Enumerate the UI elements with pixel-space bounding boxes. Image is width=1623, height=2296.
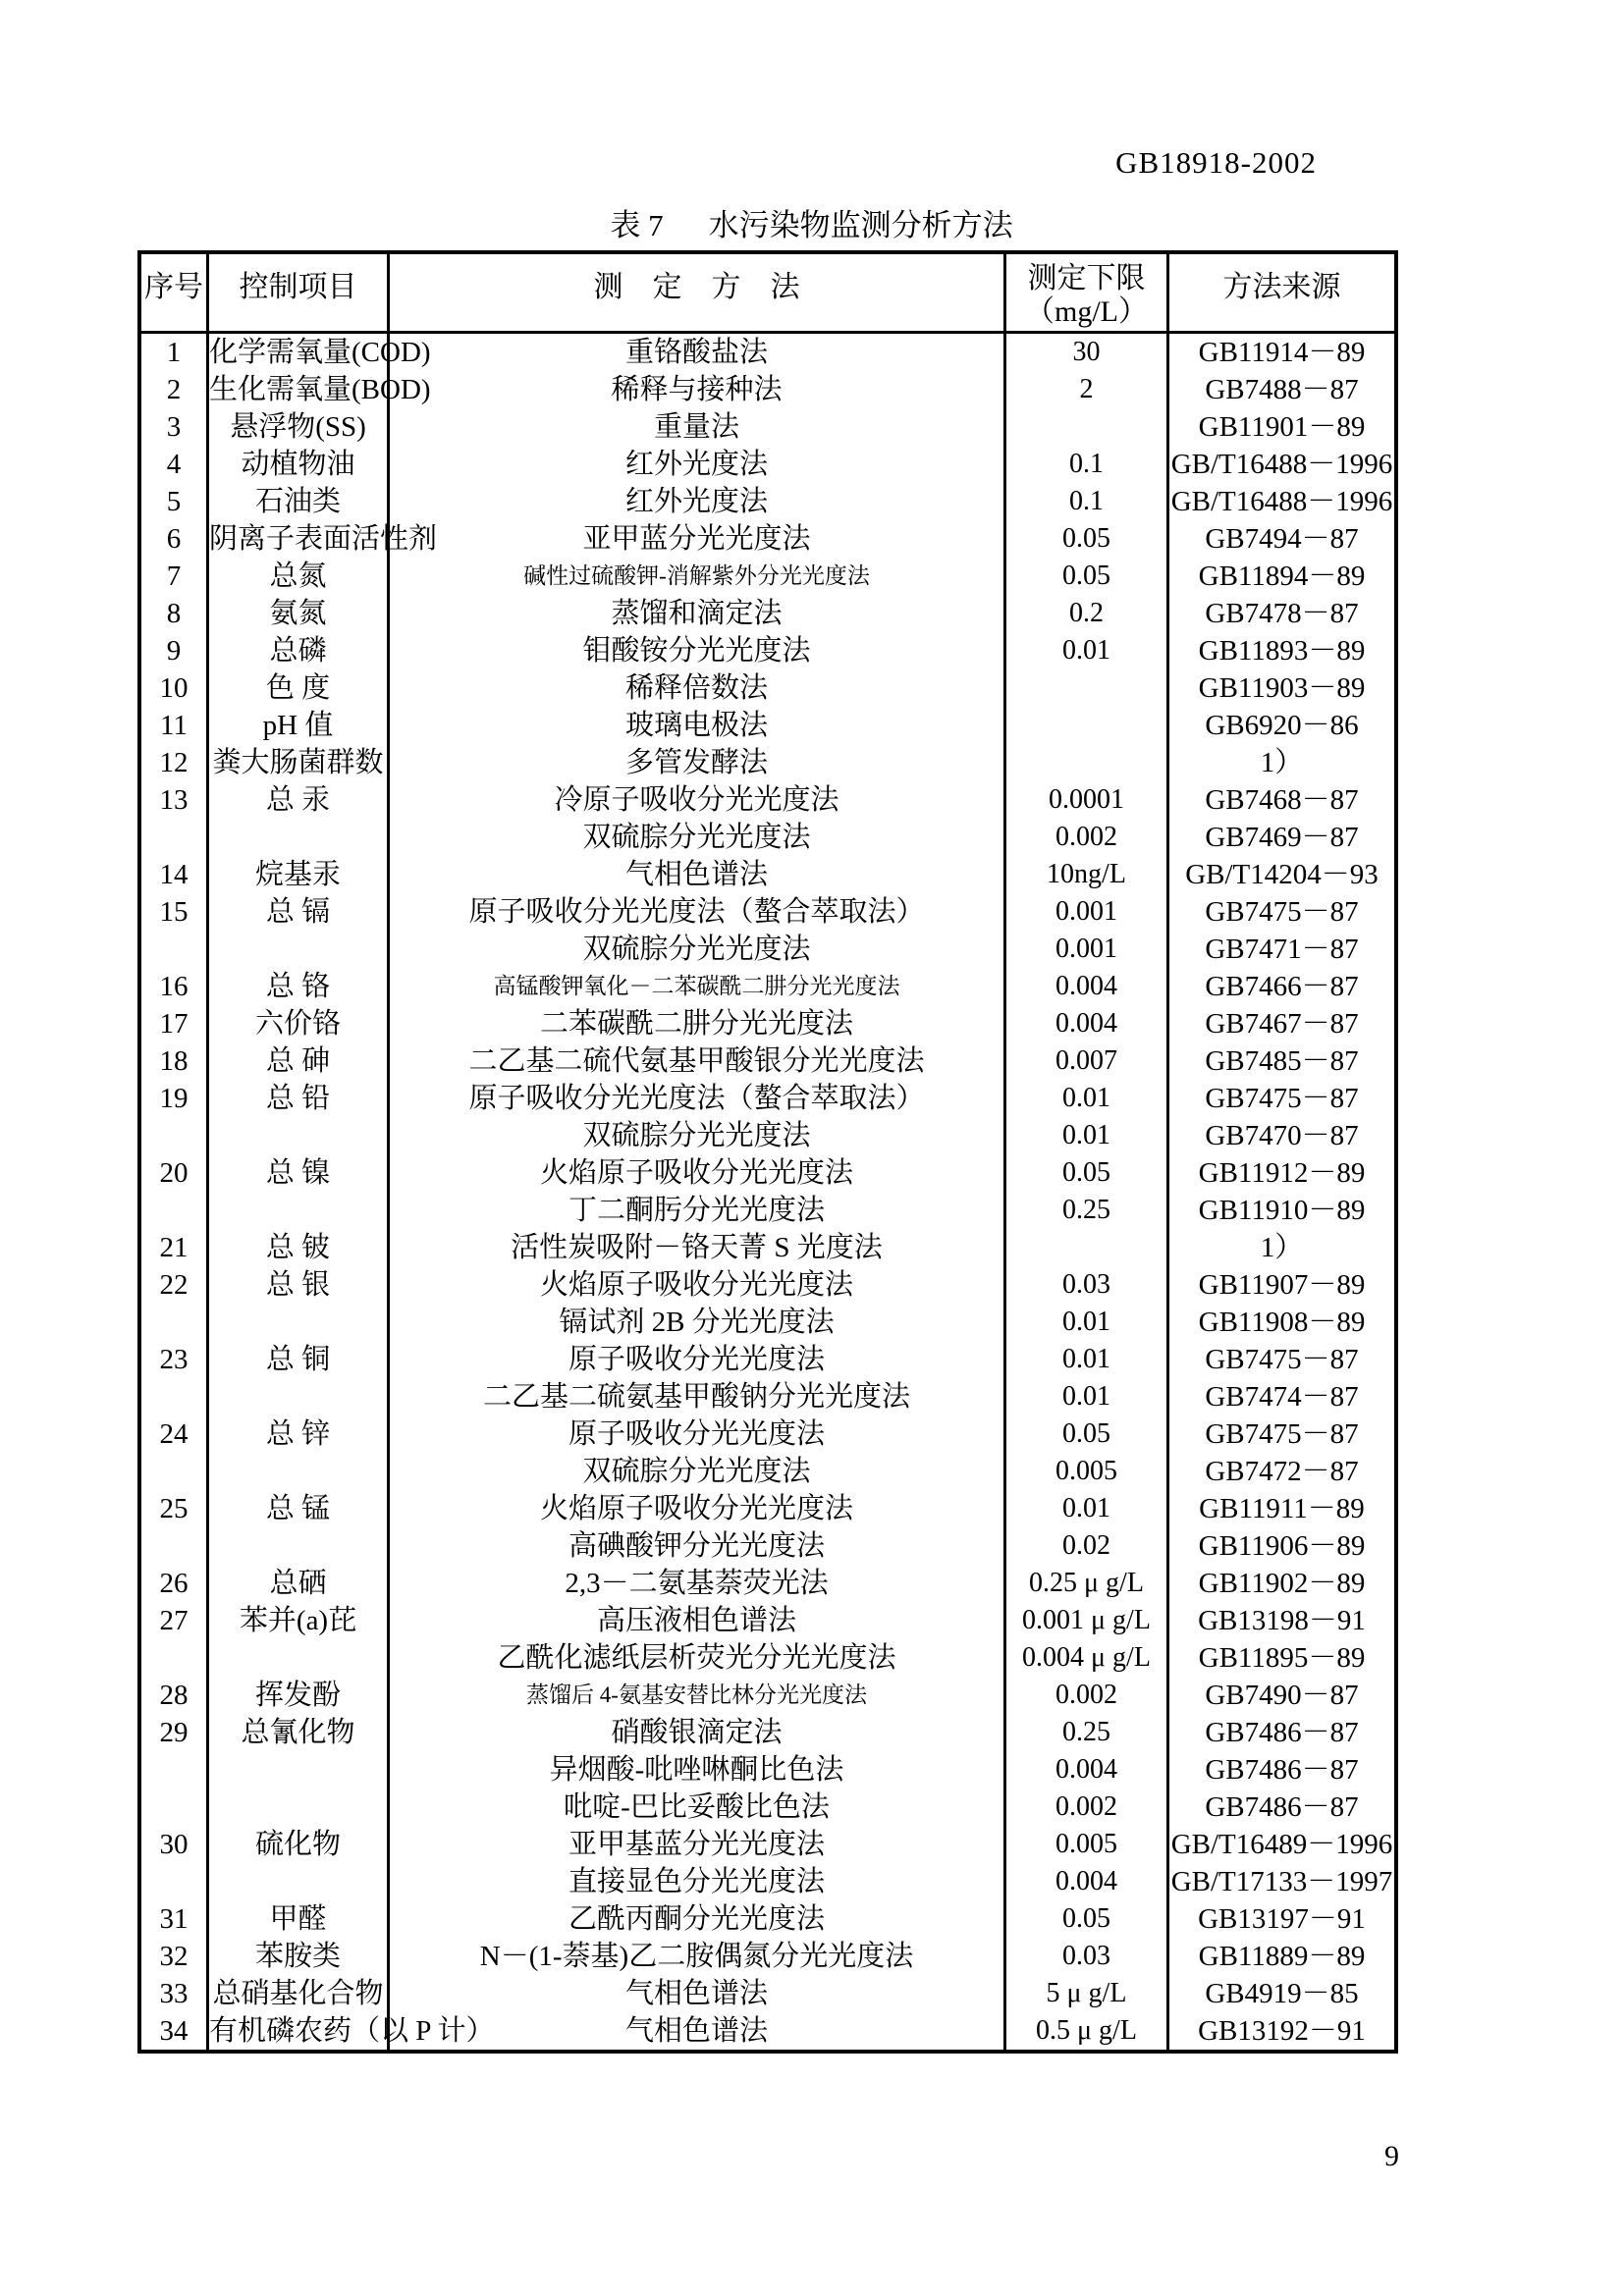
row-item	[206, 1453, 387, 1490]
row-method: 高碘酸钾分光光度法	[387, 1527, 1003, 1565]
row-item	[206, 1751, 387, 1789]
row-method: 稀释与接种法	[387, 371, 1003, 408]
row-item: 烷基汞	[206, 856, 387, 893]
analysis-methods-table	[137, 250, 1398, 2054]
row-method: 多管发酵法	[387, 744, 1003, 781]
row-no: 28	[159, 1680, 189, 1711]
table-row	[141, 931, 1394, 968]
row-item: 总 锰	[206, 1490, 387, 1527]
row-method: 重量法	[387, 408, 1003, 446]
row-limit: 0.25	[1003, 1192, 1166, 1229]
row-source: GB11911－89	[1166, 1490, 1394, 1527]
row-no: 34	[159, 2015, 189, 2047]
row-source: GB13192－91	[1166, 2012, 1394, 2050]
table-row	[141, 1938, 1394, 1975]
table-row	[141, 632, 1394, 669]
row-method: 双硫腙分光光度法	[387, 1453, 1003, 1490]
row-method: 丁二酮肟分光光度法	[387, 1192, 1003, 1229]
table-row	[141, 1304, 1394, 1341]
row-limit: 0.01	[1003, 1117, 1166, 1154]
row-method: 火焰原子吸收分光光度法	[387, 1490, 1003, 1527]
table-row	[141, 1602, 1394, 1639]
table-body	[141, 334, 1394, 2050]
row-limit: 0.03	[1003, 1938, 1166, 1975]
row-item	[206, 931, 387, 968]
row-no: 20	[159, 1157, 189, 1189]
row-no: 12	[159, 747, 189, 778]
row-limit: 0.5 μ g/L	[1003, 2012, 1166, 2050]
row-method: 二乙基二硫代氨基甲酸银分光光度法	[387, 1042, 1003, 1080]
table-row	[141, 1117, 1394, 1154]
row-item: 六价铬	[206, 1005, 387, 1042]
table-row	[141, 744, 1394, 781]
row-limit	[1003, 408, 1166, 446]
row-item: 氨氮	[206, 595, 387, 632]
row-limit: 0.01	[1003, 1080, 1166, 1117]
table-row	[141, 520, 1394, 558]
row-no: 9	[166, 635, 182, 667]
row-item: 总氰化物	[206, 1714, 387, 1751]
row-limit	[1003, 669, 1166, 707]
row-limit: 10ng/L	[1003, 856, 1166, 893]
row-method: 双硫腙分光光度法	[387, 1117, 1003, 1154]
header-limit-line1: 测定下限	[1027, 262, 1146, 294]
row-no	[141, 1192, 206, 1229]
row-limit: 0.005	[1003, 1453, 1166, 1490]
row-limit	[1003, 744, 1166, 781]
table-row	[141, 819, 1394, 856]
table-header-row	[141, 254, 1394, 334]
table-row	[141, 781, 1394, 819]
table-row	[141, 856, 1394, 893]
row-source: GB7490－87	[1166, 1677, 1394, 1714]
row-no: 11	[160, 710, 188, 741]
row-source: GB11914－89	[1166, 334, 1394, 371]
row-source: GB11912－89	[1166, 1154, 1394, 1192]
row-no: 15	[159, 896, 189, 928]
row-no: 27	[159, 1605, 189, 1636]
row-item	[206, 819, 387, 856]
row-item: 总 镍	[206, 1154, 387, 1192]
row-method: 稀释倍数法	[387, 669, 1003, 707]
row-source: GB11903－89	[1166, 669, 1394, 707]
row-source: 1）	[1166, 1229, 1394, 1266]
row-no	[141, 1789, 206, 1826]
row-method: 二乙基二硫氨基甲酸钠分光光度法	[387, 1378, 1003, 1415]
table-row	[141, 1415, 1394, 1453]
row-item	[206, 1639, 387, 1677]
table-row	[141, 1714, 1394, 1751]
row-item: 挥发酚	[206, 1677, 387, 1714]
row-no: 21	[159, 1232, 189, 1263]
table-row	[141, 669, 1394, 707]
row-limit	[1003, 1229, 1166, 1266]
row-no: 25	[159, 1493, 189, 1524]
row-item: 总硝基化合物	[206, 1975, 387, 2012]
row-method: 活性炭吸附－铬天菁 S 光度法	[387, 1229, 1003, 1266]
row-item	[206, 1304, 387, 1341]
row-item: 总 铍	[206, 1229, 387, 1266]
row-limit: 0.01	[1003, 1490, 1166, 1527]
row-limit: 0.01	[1003, 1378, 1166, 1415]
row-item: 总 铬	[206, 968, 387, 1005]
row-source: GB7470－87	[1166, 1117, 1394, 1154]
row-item: pH 值	[206, 707, 387, 744]
row-limit	[1003, 707, 1166, 744]
row-source: GB/T16489－1996	[1166, 1826, 1394, 1863]
row-no: 22	[159, 1269, 189, 1301]
row-item: 总 银	[206, 1266, 387, 1304]
row-source: GB4919－85	[1166, 1975, 1394, 2012]
row-method: 碱性过硫酸钾-消解紫外分光光度法	[387, 558, 1003, 595]
row-item: 总硒	[206, 1565, 387, 1602]
row-item: 总 锌	[206, 1415, 387, 1453]
table-row	[141, 1900, 1394, 1938]
row-method: 硝酸银滴定法	[387, 1714, 1003, 1751]
row-no	[141, 1639, 206, 1677]
row-method: 双硫腙分光光度法	[387, 931, 1003, 968]
row-source: GB/T14204－93	[1166, 856, 1394, 893]
row-method: 气相色谱法	[387, 2012, 1003, 2050]
row-limit: 0.05	[1003, 1415, 1166, 1453]
row-source: 1）	[1166, 744, 1394, 781]
row-no	[141, 1527, 206, 1565]
row-method: 气相色谱法	[387, 856, 1003, 893]
row-method: 原子吸收分光光度法	[387, 1415, 1003, 1453]
row-limit: 0.25	[1003, 1714, 1166, 1751]
row-limit: 0.01	[1003, 632, 1166, 669]
row-method: 重铬酸盐法	[387, 334, 1003, 371]
table-row	[141, 1005, 1394, 1042]
row-no: 23	[159, 1344, 189, 1375]
row-source: GB11906－89	[1166, 1527, 1394, 1565]
row-item: 粪大肠菌群数	[206, 744, 387, 781]
row-method: 高锰酸钾氧化－二苯碳酰二肼分光光度法	[387, 968, 1003, 1005]
row-source: GB7494－87	[1166, 520, 1394, 558]
row-method: 亚甲蓝分光光度法	[387, 520, 1003, 558]
row-source: GB7471－87	[1166, 931, 1394, 968]
header-limit-line2: （mg/L）	[1025, 295, 1148, 328]
row-source: GB7486－87	[1166, 1789, 1394, 1826]
row-limit: 0.03	[1003, 1266, 1166, 1304]
table-row	[141, 1789, 1394, 1826]
row-item: 生化需氧量(BOD)	[206, 371, 387, 408]
row-item: 总 镉	[206, 893, 387, 931]
row-source: GB11901－89	[1166, 408, 1394, 446]
row-item: 总 汞	[206, 781, 387, 819]
row-item: 硫化物	[206, 1826, 387, 1863]
table-row	[141, 558, 1394, 595]
row-source: GB7475－87	[1166, 1341, 1394, 1378]
row-no: 13	[159, 784, 189, 816]
row-no: 7	[166, 561, 182, 592]
row-limit: 0.0001	[1003, 781, 1166, 819]
row-source: GB13198－91	[1166, 1602, 1394, 1639]
table-row	[141, 1229, 1394, 1266]
row-method: 二苯碳酰二肼分光光度法	[387, 1005, 1003, 1042]
row-no: 18	[159, 1045, 189, 1077]
row-item: 化学需氧量(COD)	[206, 334, 387, 371]
row-method: N－(1-萘基)乙二胺偶氮分光光度法	[387, 1938, 1003, 1975]
row-no	[141, 1304, 206, 1341]
row-no: 2	[166, 374, 182, 405]
row-limit: 0.004	[1003, 1005, 1166, 1042]
table-row	[141, 707, 1394, 744]
table-row	[141, 1192, 1394, 1229]
table-caption-title: 水污染物监测分析方法	[708, 208, 1013, 242]
row-no: 16	[159, 971, 189, 1002]
row-item: 悬浮物(SS)	[206, 408, 387, 446]
row-item: 总氮	[206, 558, 387, 595]
row-source: GB/T17133－1997	[1166, 1863, 1394, 1900]
row-limit: 0.02	[1003, 1527, 1166, 1565]
header-item: 控制项目	[206, 254, 387, 331]
row-no	[141, 1863, 206, 1900]
row-no: 30	[159, 1829, 189, 1860]
table-row	[141, 1490, 1394, 1527]
row-source: GB7472－87	[1166, 1453, 1394, 1490]
table-row	[141, 371, 1394, 408]
row-limit: 0.2	[1003, 595, 1166, 632]
row-item	[206, 1378, 387, 1415]
row-limit: 0.05	[1003, 520, 1166, 558]
table-row	[141, 2012, 1394, 2050]
header-no: 序号	[144, 271, 203, 303]
row-limit: 0.005	[1003, 1826, 1166, 1863]
row-source: GB11894－89	[1166, 558, 1394, 595]
table-row	[141, 446, 1394, 483]
row-limit: 0.001	[1003, 893, 1166, 931]
row-no: 19	[159, 1083, 189, 1114]
row-limit: 0.004	[1003, 968, 1166, 1005]
row-item	[206, 1117, 387, 1154]
table-row	[141, 1565, 1394, 1602]
row-source: GB7475－87	[1166, 1080, 1394, 1117]
row-method: 蒸馏后 4-氨基安替比林分光光度法	[387, 1677, 1003, 1714]
header-source: 方法来源	[1166, 254, 1394, 331]
row-method: 异烟酸-吡唑啉酮比色法	[387, 1751, 1003, 1789]
row-item: 动植物油	[206, 446, 387, 483]
row-item: 色 度	[206, 669, 387, 707]
table-row	[141, 893, 1394, 931]
table-row	[141, 1341, 1394, 1378]
row-source: GB11902－89	[1166, 1565, 1394, 1602]
row-no: 6	[166, 523, 182, 555]
row-source: GB11895－89	[1166, 1639, 1394, 1677]
table-row	[141, 1975, 1394, 2012]
row-source: GB/T16488－1996	[1166, 446, 1394, 483]
row-limit: 0.004	[1003, 1751, 1166, 1789]
row-source: GB/T16488－1996	[1166, 483, 1394, 520]
row-no: 17	[159, 1008, 189, 1040]
table-caption-label: 表 7	[610, 208, 664, 242]
table-row	[141, 1266, 1394, 1304]
row-source: GB11889－89	[1166, 1938, 1394, 1975]
row-no: 8	[166, 598, 182, 629]
row-no: 24	[159, 1418, 189, 1450]
row-item: 石油类	[206, 483, 387, 520]
table-row	[141, 1154, 1394, 1192]
row-limit: 0.004	[1003, 1863, 1166, 1900]
row-limit: 0.05	[1003, 1900, 1166, 1938]
row-source: GB7469－87	[1166, 819, 1394, 856]
row-limit: 0.1	[1003, 483, 1166, 520]
row-limit: 0.002	[1003, 1677, 1166, 1714]
row-method: 乙酰化滤纸层析荧光分光光度法	[387, 1639, 1003, 1677]
table-row	[141, 1639, 1394, 1677]
row-source: GB7474－87	[1166, 1378, 1394, 1415]
row-item: 甲醛	[206, 1900, 387, 1938]
row-source: GB7486－87	[1166, 1751, 1394, 1789]
row-no: 4	[166, 449, 182, 480]
row-method: 红外光度法	[387, 446, 1003, 483]
row-limit: 30	[1003, 334, 1166, 371]
row-limit: 0.05	[1003, 558, 1166, 595]
row-item: 苯并(a)芘	[206, 1602, 387, 1639]
row-method: 原子吸收分光光度法（螯合萃取法）	[387, 1080, 1003, 1117]
row-method: 气相色谱法	[387, 1975, 1003, 2012]
row-method: 乙酰丙酮分光光度法	[387, 1900, 1003, 1938]
page-number: 9	[1384, 2140, 1399, 2172]
row-limit: 0.05	[1003, 1154, 1166, 1192]
header-limit	[1003, 254, 1166, 331]
table-caption	[0, 200, 1623, 244]
row-source: GB7475－87	[1166, 893, 1394, 931]
row-no: 31	[159, 1903, 189, 1935]
row-no: 5	[166, 486, 182, 517]
row-limit: 0.001	[1003, 931, 1166, 968]
header-method: 测 定 方 法	[387, 254, 1003, 331]
row-item	[206, 1192, 387, 1229]
row-item	[206, 1863, 387, 1900]
row-no: 3	[166, 411, 182, 443]
row-limit: 0.007	[1003, 1042, 1166, 1080]
row-method: 亚甲基蓝分光光度法	[387, 1826, 1003, 1863]
row-no	[141, 1453, 206, 1490]
row-method: 原子吸收分光光度法	[387, 1341, 1003, 1378]
row-limit: 2	[1003, 371, 1166, 408]
row-method: 直接显色分光光度法	[387, 1863, 1003, 1900]
row-item: 总 铅	[206, 1080, 387, 1117]
row-method: 冷原子吸收分光光度法	[387, 781, 1003, 819]
table-row	[141, 483, 1394, 520]
table-row	[141, 1042, 1394, 1080]
row-source: GB11908－89	[1166, 1304, 1394, 1341]
table-row	[141, 1863, 1394, 1900]
table-row	[141, 1826, 1394, 1863]
row-no	[141, 1378, 206, 1415]
table-row	[141, 334, 1394, 371]
row-method: 红外光度法	[387, 483, 1003, 520]
row-item: 总 铜	[206, 1341, 387, 1378]
row-item	[206, 1527, 387, 1565]
row-method: 钼酸铵分光光度法	[387, 632, 1003, 669]
row-source: GB7467－87	[1166, 1005, 1394, 1042]
row-limit: 0.004 μ g/L	[1003, 1639, 1166, 1677]
row-method: 原子吸收分光光度法（螯合萃取法）	[387, 893, 1003, 931]
table-row	[141, 595, 1394, 632]
row-no	[141, 819, 206, 856]
table-row	[141, 1677, 1394, 1714]
row-method: 2,3－二氨基萘荧光法	[387, 1565, 1003, 1602]
row-source: GB11907－89	[1166, 1266, 1394, 1304]
row-method: 火焰原子吸收分光光度法	[387, 1266, 1003, 1304]
table-row	[141, 1751, 1394, 1789]
table-row	[141, 1527, 1394, 1565]
row-limit: 0.1	[1003, 446, 1166, 483]
row-item: 苯胺类	[206, 1938, 387, 1975]
row-method: 高压液相色谱法	[387, 1602, 1003, 1639]
table-row	[141, 408, 1394, 446]
row-no: 26	[159, 1568, 189, 1599]
row-limit: 0.25 μ g/L	[1003, 1565, 1166, 1602]
row-item: 阴离子表面活性剂	[206, 520, 387, 558]
row-item: 有机磷农药（以 P 计）	[206, 2012, 387, 2050]
row-no	[141, 931, 206, 968]
row-limit: 0.001 μ g/L	[1003, 1602, 1166, 1639]
row-source: GB13197－91	[1166, 1900, 1394, 1938]
row-source: GB6920－86	[1166, 707, 1394, 744]
row-method: 镉试剂 2B 分光光度法	[387, 1304, 1003, 1341]
row-item: 总 砷	[206, 1042, 387, 1080]
row-source: GB7466－87	[1166, 968, 1394, 1005]
row-source: GB11893－89	[1166, 632, 1394, 669]
row-method: 蒸馏和滴定法	[387, 595, 1003, 632]
row-item	[206, 1789, 387, 1826]
row-method: 吡啶-巴比妥酸比色法	[387, 1789, 1003, 1826]
row-source: GB7478－87	[1166, 595, 1394, 632]
row-item: 总磷	[206, 632, 387, 669]
row-no	[141, 1751, 206, 1789]
row-no: 29	[159, 1717, 189, 1748]
row-limit: 0.01	[1003, 1304, 1166, 1341]
row-source: GB7486－87	[1166, 1714, 1394, 1751]
row-source: GB11910－89	[1166, 1192, 1394, 1229]
table-row	[141, 1378, 1394, 1415]
row-source: GB7488－87	[1166, 371, 1394, 408]
row-limit: 0.01	[1003, 1341, 1166, 1378]
row-no: 33	[159, 1978, 189, 2009]
row-limit: 0.002	[1003, 819, 1166, 856]
row-source: GB7468－87	[1166, 781, 1394, 819]
table-row	[141, 1453, 1394, 1490]
doc-number: GB18918-2002	[1115, 145, 1317, 180]
row-no: 1	[166, 337, 182, 368]
row-limit: 5 μ g/L	[1003, 1975, 1166, 2012]
row-method: 双硫腙分光光度法	[387, 819, 1003, 856]
row-source: GB7485－87	[1166, 1042, 1394, 1080]
row-no	[141, 1117, 206, 1154]
row-source: GB7475－87	[1166, 1415, 1394, 1453]
table-row	[141, 968, 1394, 1005]
row-method: 火焰原子吸收分光光度法	[387, 1154, 1003, 1192]
row-no: 14	[159, 859, 189, 890]
row-no: 10	[159, 672, 189, 704]
table-row	[141, 1080, 1394, 1117]
row-limit: 0.002	[1003, 1789, 1166, 1826]
row-no: 32	[159, 1941, 189, 1972]
row-method: 玻璃电极法	[387, 707, 1003, 744]
